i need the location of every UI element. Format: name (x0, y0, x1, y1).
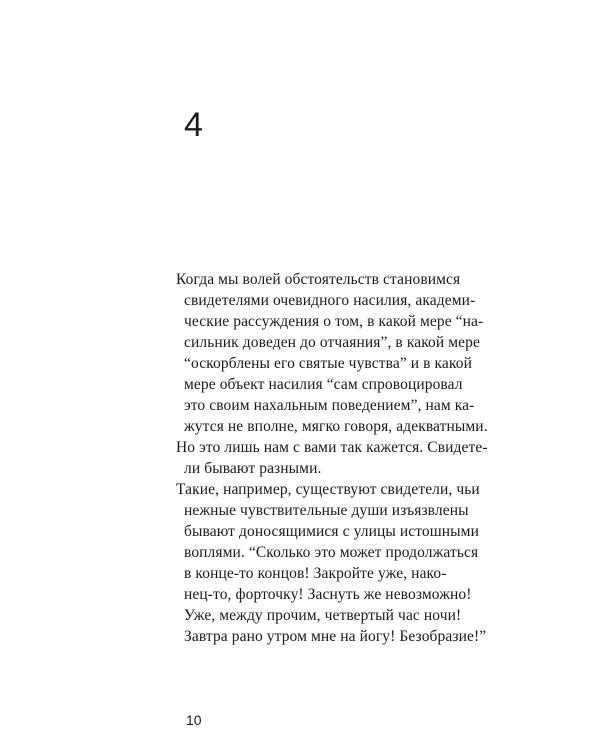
paragraph-2-line-1: Но это лишь нам с вами так кажется. Свидете- (176, 439, 488, 456)
paragraph-2-line-2: ли бывают разными. (184, 460, 322, 477)
paragraph-3-line-4: воплями. “Сколько это может продолжаться (184, 544, 479, 561)
paragraph-1-line-1: Когда мы волей обстоятельств становимся (176, 271, 461, 288)
paragraph-1-line-8: жутся не вполне, мягко говоря, адекватными. (184, 418, 488, 435)
paragraph-1-line-3: ческие рассуждения о том, в какой мере “на- (184, 313, 484, 330)
paragraph-1-line-7: это своим нахальным поведением”, нам ка- (184, 397, 475, 414)
paragraph-3-line-6: нец-то, форточку! Заснуть же невозможно! (184, 586, 472, 603)
paragraph-1-line-4: сильник доведен до отчаяния”, в какой мере (184, 334, 480, 351)
paragraph-3-line-7: Уже, между прочим, четвертый час ночи! (184, 607, 462, 624)
paragraph-1-line-5: “оскорблены его святые чувства” и в какой (184, 355, 472, 372)
paragraph-3-line-3: бывают доносящимися с улицы истошными (184, 523, 479, 540)
paragraph-1-line-2: свидетелями очевидного насилия, академи- (184, 292, 476, 309)
paragraph-3-line-2: нежные чувствительные души изъязвлены (184, 502, 469, 519)
paragraph-3-line-1: Такие, например, существуют свидетели, чьи (176, 481, 480, 498)
paragraph-3-line-5: в конце-то концов! Закройте уже, нако- (184, 565, 447, 582)
paragraph-3-line-8: Завтра рано утром мне на йогу! Безобразие!” (184, 628, 487, 645)
chapter-number: 4 (184, 106, 203, 144)
page-number: 10 (186, 712, 202, 728)
paragraph-1-line-6: мере объект насилия “сам спровоцировал (184, 376, 463, 393)
